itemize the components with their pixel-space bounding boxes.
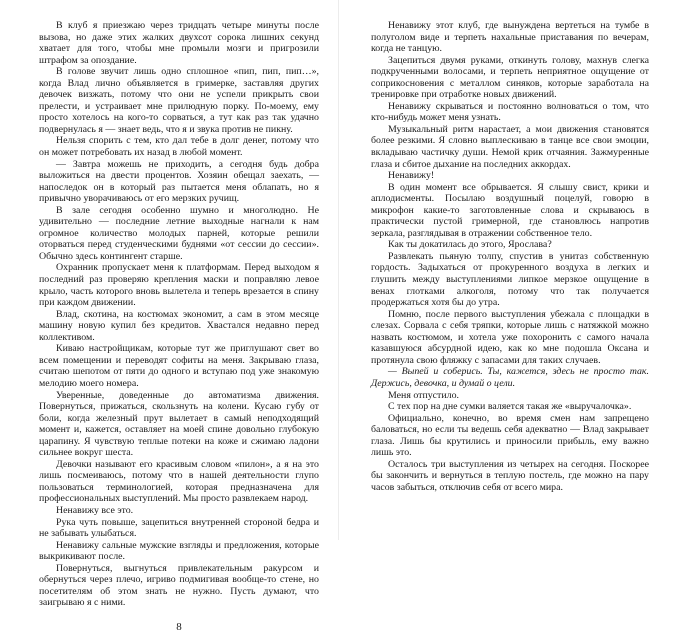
paragraph: Как ты докатилась до этого, Ярослава? bbox=[388, 239, 552, 251]
paragraph: Девочки называют его красивым словом «пилон», а я на это лишь посмеиваюсь, потому что в нашей деятельности глупо пользоваться терминологией, которая предназначена для профессиональных выступлений. Мы просто развлекаем народ. bbox=[39, 458, 319, 505]
paragraph: С тех пор на дне сумки валяется такая же «выручалочка». bbox=[388, 401, 632, 413]
paragraph: Уверенные, доведенные до автоматизма движения. Повернуться, прижаться, скользнуть на колени. Кусаю губу от боли, когда железный прут вылетает в самый неподходящий момент и, кажется, оставляет на моей спине довольно глубокую царапину. Я чувствую теплые потеки на коже и сжимаю ладони сильнее вокруг шеста. bbox=[39, 389, 319, 459]
paragraph: Зацепиться двумя руками, откинуть голову, махнув слегка подкрученными волосами, и терпеть неприятное ощущение от соприкосновения с металлом синяков, которые заработала на тренировке при отработке новых движений. bbox=[371, 54, 649, 101]
paragraph: В один момент все обрывается. Я слышу свист, крики и аплодисменты. Посылаю воздушный поцелуй, говорю в микрофон какие-то заготовленные слова и скрываюсь в практически пустой гримерной, где становлюсь напротив зеркала, разглядывая в отражении собственное тело. bbox=[371, 181, 649, 239]
paragraph: Ненавижу! bbox=[388, 170, 435, 182]
paragraph: Нельзя спорить с тем, кто дал тебе в долг денег, потому что он может потребовать их назад в любой момент. bbox=[39, 135, 319, 159]
paragraph: Рука чуть повыше, зацепиться внутренней стороной бедра и не забывать улыбаться. bbox=[39, 516, 319, 540]
paragraph: Музыкальный ритм нарастает, а мои движения становятся более резкими. Я словно выплескиваю в танце все свои эмоции, вкладываю частичку души. Немой крик отчаяния. Зажмуренные глаза и сбитое дыхание на последних аккордах. bbox=[371, 123, 649, 170]
paragraph: Меня отпустило. bbox=[388, 389, 459, 401]
left-page-text bbox=[39, 20, 319, 609]
page-number: 8 bbox=[176, 620, 182, 633]
left-page bbox=[39, 20, 319, 634]
paragraph: Охранник пропускает меня к платформам. Перед выходом я последний раз проверяю крепления маски и поправляю левое крыло, часть которого вновь вылетела и теперь врезается в спину при каждом движении. bbox=[39, 262, 319, 309]
paragraph: В клуб я приезжаю через тридцать четыре минуты после вызова, но даже этих жалких двухсот сорока лишних секунд хватает для того, чтобы мне промыли мозги и пригрозили штрафом за опоздание. bbox=[39, 20, 319, 66]
paragraph: Ненавижу скрываться и постоянно волноваться о том, что кто-нибудь может меня узнать. bbox=[371, 100, 649, 124]
paragraph: Ненавижу этот клуб, где вынуждена вертеться на тумбе в полуголом виде и терпеть нахальные приставания по вечерам, когда не танцую. bbox=[371, 20, 649, 55]
paragraph: Развлекать пьяную толпу, спустив в унитаз собственную гордость. Задыхаться от прокуренного воздуха в легких и глушить между выступлениями липкое мерзкое ощущение в венах глотками алкоголя, потому что так получается продержаться хотя бы до утра. bbox=[371, 250, 649, 309]
paragraph: Осталось три выступления из четырех на сегодня. Поскорее бы закончить и вернуться в теплую постель, где можно на пару часов забыться, отключив себя от всего мира. bbox=[371, 458, 649, 493]
paragraph: В голове звучит лишь одно сплошное «пип, пип, пип…», когда Влад лично объявляется в гримерке, заставляя других девочек визжать, потому что они не успели прикрыть свои прелести, и устраивает мне прилюдную порку. По-моему, ему просто хотелось на кого-то сорваться, а тут как раз так удачно подвернулась я — знает ведь, что я и звука против не пикну. bbox=[39, 66, 319, 135]
paragraph: Повернуться, выгнуться привлекательным ракурсом и обернуться через плечо, игриво подмигивая вообще-то стене, но посетителям об этом знать не нужно. Пусть думают, что заигрываю я с ними. bbox=[39, 562, 319, 609]
paragraph: Помню, после первого выступления убежала с площадки в слезах. Сорвала с себя тряпки, которые лишь с натяжкой можно назвать костюмом, и хотела уже похоронить с самого начала казавшуюся абсурдной идею, как ко мне подошла Оксана и протянула свою фляжку с запасами для таких случаев. bbox=[371, 308, 649, 366]
paragraph: Официально, конечно, во время смен нам запрещено баловаться, но если ты ведешь себя адекватно — Влад закрывает глаза. Лишь бы крутились и приносили прибыль, ему важно лишь это. bbox=[371, 412, 649, 459]
right-page-text bbox=[371, 20, 649, 493]
dialogue-paragraph: — Выпей и соберись. Ты, кажется, здесь не просто так. Держись, девочка, и думай о цели. bbox=[371, 366, 649, 389]
paragraph: В зале сегодня особенно шумно и многолюдно. Не удивительно — последние летние выходные нагнали к нам огромное количество молодых парней, которые решили оторваться перед студенческими буднями «от сессии до сессии». Обычно здесь контингент старше. bbox=[39, 204, 319, 262]
paragraph: Влад, скотина, на костюмах экономит, а сам в этом месяце машину новую купил без кредитов. Хвастался недавно перед коллективом. bbox=[39, 308, 319, 343]
paragraph: Ненавижу сальные мужские взгляды и предложения, которые выкрикивают после. bbox=[39, 539, 319, 563]
paragraph: Ненавижу все это. bbox=[56, 504, 134, 516]
book-gutter bbox=[338, 0, 339, 540]
right-page bbox=[371, 20, 649, 493]
paragraph: Киваю настройщикам, которые тут же приглушают свет во всем помещении и переводят софиты на меня. Закрываю глаза, считаю шепотом от пяти до одного и вступаю под уже знакомую мелодию моего номера. bbox=[39, 343, 319, 389]
paragraph: — Завтра можешь не приходить, а сегодня будь добра выложиться на двести процентов. Хозяин обещал заехать, — напоследок он в который раз пытается меня облапать, но я привычно уворачиваюсь от его мерзких ручищ. bbox=[39, 158, 319, 205]
